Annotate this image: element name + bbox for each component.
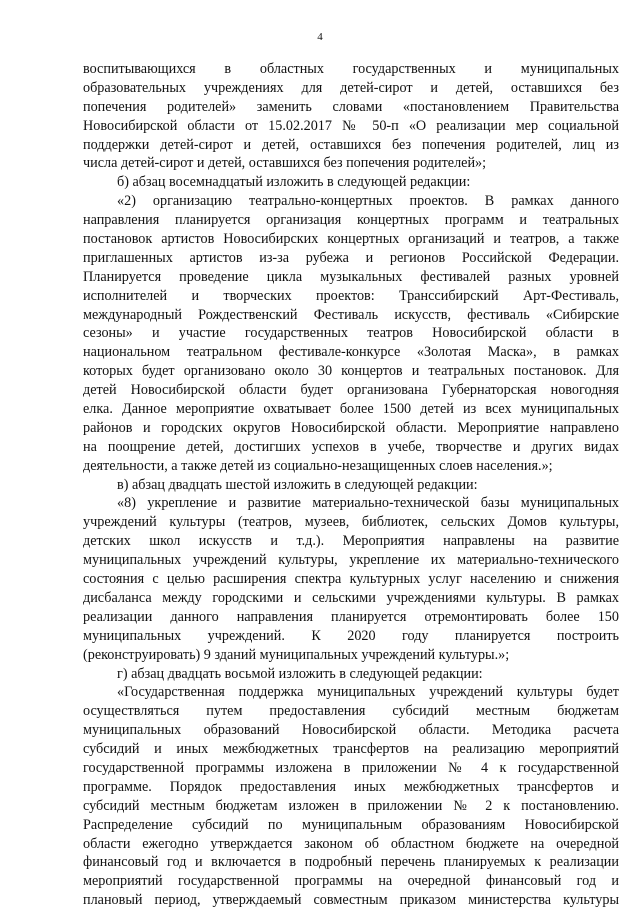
text-line: международный Рождественский Фестиваль искусств, фестиваль «Сибирские — [83, 306, 619, 323]
text-line: на поощрение детей, достигших успехов в учебе, творчестве и других видах — [83, 438, 619, 455]
text-line: г) абзац двадцать восьмой изложить в следующей редакции: — [117, 665, 483, 682]
text-line: «Государственная поддержка муниципальных учреждений культуры будет — [117, 684, 619, 701]
text-line: муниципальных образований Новосибирской области. Методика расчета — [83, 722, 619, 739]
text-line: (реконструировать) 9 зданий муниципальных учреждений культуры.»; — [83, 646, 510, 663]
text-line: которых будет организовано около 30 концертов и театральных постановок. Для — [83, 363, 619, 380]
text-line: учреждений культуры (театров, музеев, библиотек, сельских Домов культуры, — [83, 514, 619, 531]
text-line: муниципальных учреждений. К 2020 году планируется построить — [83, 627, 619, 644]
text-line: программе. Порядок предоставления иных межбюджетных трансфертов и — [83, 778, 619, 795]
text-line: муниципальных учреждений культуры, укрепление их материально-технического — [83, 552, 619, 569]
text-line: «2) организацию театрально-концертных проектов. В рамках данного — [117, 193, 619, 210]
text-line: субсидий и иных межбюджетных трансфертов на реализацию мероприятий — [83, 741, 619, 758]
text-line: районов и городских округов Новосибирской области. Мероприятие направлено — [83, 419, 619, 436]
text-line: исполнителей и творческих проектов: Транссибирский Арт-Фестиваль, — [83, 287, 619, 304]
text-line: постановок артистов Новосибирских концертных организаций и театров, а также — [83, 231, 619, 248]
text-line: попечения родителей» заменить словами «постановлением Правительства — [83, 98, 619, 115]
text-line: числа детей-сирот и детей, оставшихся без попечения родителей»; — [83, 155, 487, 172]
text-line: Новосибирской области от 15.02.2017 № 50-п «О реализации мер социальной — [83, 117, 619, 134]
document-body — [83, 60, 619, 910]
page-number: 4 — [317, 31, 323, 43]
text-line: образовательных учреждениях для детей-сирот и детей, оставшихся без — [83, 79, 619, 96]
text-line: детских школ искусств и т.д.). Мероприятия направлены на развитие — [83, 533, 619, 550]
text-line: реализации данного направления планируется отремонтировать более 150 — [83, 608, 619, 625]
text-line: сезоны» и участие государственных театров Новосибирской области в — [83, 325, 619, 342]
text-line: национальном театральном фестивале-конкурсе «Золотая Маска», в рамках — [83, 344, 619, 361]
text-line: государственной программы изложена в приложении № 4 к государственной — [83, 759, 619, 776]
text-line: финансовый год и включается в подробный перечень планируемых к реализации — [83, 854, 619, 871]
text-line: б) абзац восемнадцатый изложить в следующей редакции: — [117, 174, 471, 191]
text-line: в) абзац двадцать шестой изложить в следующей редакции: — [117, 476, 478, 493]
text-line: состояния с целью расширения спектра культурных услуг населению и снижения — [83, 571, 619, 588]
text-line: мероприятий государственной программы на очередной финансовый год и — [83, 873, 619, 890]
text-line: осуществляться путем предоставления субсидий местным бюджетам — [83, 703, 619, 720]
text-line: области ежегодно утверждается законом об областном бюджете на очередной — [83, 835, 619, 852]
text-line: Планируется проведение цикла музыкальных фестивалей разных уровней — [83, 268, 619, 285]
text-line: воспитывающихся в областных государственных и муниципальных — [83, 61, 619, 77]
text-line: детей Новосибирской области будет организована Губернаторская новогодняя — [83, 382, 619, 399]
text-line: Распределение субсидий по муниципальным образованиям Новосибирской — [83, 816, 619, 833]
text-line: деятельности, а также детей из социально-незащищенных слоев населения.»; — [83, 457, 553, 474]
text-line: направления планируется организация концертных программ и театральных — [83, 212, 619, 229]
text-line: плановый период, утверждаемый совместным приказом министерства культуры — [83, 892, 619, 909]
text-line: елка. Данное мероприятие охватывает более 1500 детей из всех муниципальных — [83, 401, 619, 418]
text-line: приглашенных артистов из-за рубежа и регионов Российской Федерации. — [83, 249, 619, 266]
text-line: «8) укрепление и развитие материально-технической базы муниципальных — [117, 495, 619, 512]
text-line: поддержки детей-сирот и детей, оставшихся без попечения родителей, лиц из — [83, 136, 619, 153]
text-line: дисбаланса между городскими и сельскими учреждениями культуры. В рамках — [83, 589, 619, 606]
text-line: субсидий местным бюджетам изложен в приложении № 2 к постановлению. — [83, 797, 619, 814]
